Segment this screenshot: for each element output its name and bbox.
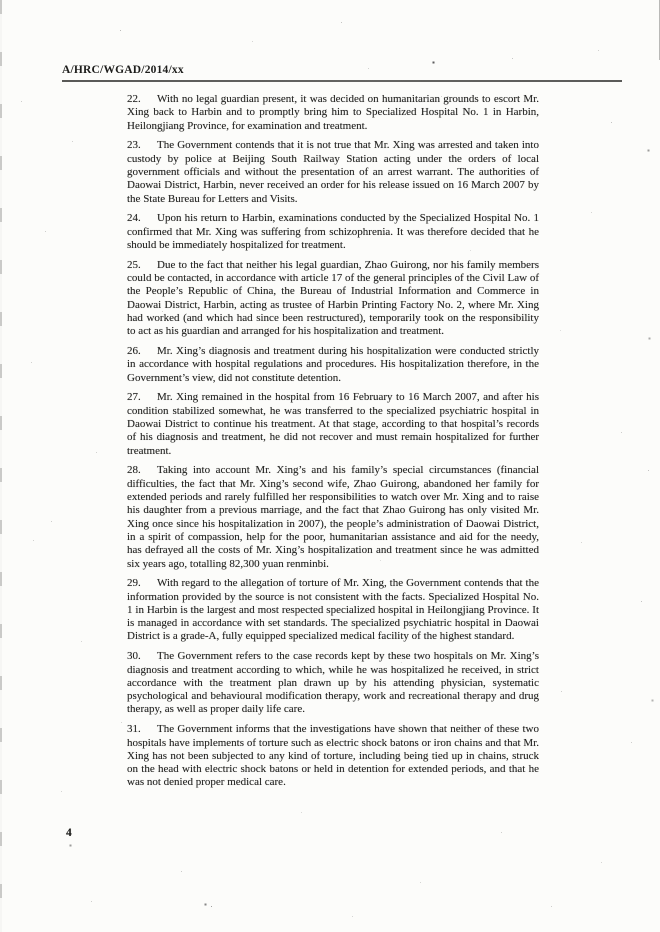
document-header [62,64,622,82]
paragraph-24 [127,212,539,252]
paragraph-30 [127,650,539,716]
paragraph-31 [127,723,539,789]
paragraph-26 [127,345,539,385]
paragraph-number: 30. [127,650,141,663]
paragraph-28 [127,464,539,570]
paragraph-text: Taking into account Mr. Xing’s and his family’s special circumstances (financial difficulties, the fact that Mr. Xing’s second wife, Zhao Guirong, abandoned her family for extended periods and rarely fulfilled her responsibilities to watch over Mr. Xing and to raise his daughter from a previous marriage, and the fact that Zhao Guirong has only visited Mr. Xing once since his hospitalization in 2007), the people’s administration of Daowai District, in a spirit of compassion, help for the poor, humanitarian assistance and aid for the needy, has defrayed all the costs of Mr. Xing’s hospitalization and treatment since he was admitted six years ago, totalling 82,300 yuan renminbi. [127,464,539,570]
paragraph-22 [127,93,539,133]
paragraph-number: 25. [127,258,141,271]
paragraph-number: 26. [127,345,141,358]
paragraph-number: 23. [127,139,141,152]
paragraph-text: With regard to the allegation of torture of Mr. Xing, the Government contends that the information provided by the source is not consistent with the facts. Specialized Hospital No. 1 in Harbin is the largest and most respected specialized hospital in Heilongjiang Province. It is managed in accordance with set standards. The specialized psychiatric hospital in Daowai District is a grade-A, fully equipped specialized medical facility of the highest standard. [127,577,539,643]
paragraph-25 [127,259,539,339]
paragraph-text: Mr. Xing remained in the hospital from 16 February to 16 March 2007, and after his condition stabilized somewhat, he was transferred to the specialized psychiatric hospital in Daowai District to continue his treatment. At that stage, according to that hospital’s records of his diagnosis and treatment, he did not recover and must remain hospitalized for further treatment. [127,391,539,457]
paragraph-23 [127,139,539,205]
paragraph-27 [127,391,539,457]
paragraph-number: 31. [127,723,141,736]
paragraph-text: Mr. Xing’s diagnosis and treatment during his hospitalization were conducted strictly in accordance with hospital regulations and procedures. His hospitalization therefore, in the Government’s view, did not constitute detention. [127,345,539,384]
paragraph-text: Due to the fact that neither his legal guardian, Zhao Guirong, nor his family members could be contacted, in accordance with article 17 of the general principles of the Civil Law of the People’s Republic of China, the Bureau of Industrial Information and Commerce in Daowai District, Harbin, acting as trustee of Harbin Printing Factory No. 2, where Mr. Xing had worked (and which had since been restructured), temporarily took on the responsibility to act as his guardian and arranged for his hospitalization and treatment. [127,258,539,338]
header-rule [62,80,622,82]
page-number: 4 [66,827,72,839]
paragraph-number: 28. [127,464,141,477]
paragraph-text: The Government informs that the investigations have shown that neither of these two hospitals have implements of torture such as electric shock batons or iron chains and that Mr. Xing has not been subjected to any kind of torture, including being tied up in chains, struck on the head with electric shock batons or held in detention for extended periods, and that he was not denied proper medical care. [127,723,539,789]
document-body [127,93,539,796]
paragraph-text: Upon his return to Harbin, examinations conducted by the Specialized Hospital No. 1 confirmed that Mr. Xing was suffering from schizophrenia. It was therefore decided that he should be immediately hospitalized for treatment. [127,212,539,251]
paragraph-text: With no legal guardian present, it was decided on humanitarian grounds to escort Mr. Xing back to Harbin and to promptly bring him to Specialized Hospital No. 1 in Harbin, Heilongjiang Province, for examination and treatment. [127,93,539,132]
paragraph-number: 29. [127,577,141,590]
scan-edge-artifact-left [0,0,2,932]
paragraph-text: The Government contends that it is not true that Mr. Xing was arrested and taken into custody by police at Beijing South Railway Station acting under the orders of local government officials and without the presentation of an arrest warrant. The authorities of Daowai District, Harbin, never received an order for his release issued on 16 March 2007 by the State Bureau for Letters and Visits. [127,139,539,205]
paragraph-number: 27. [127,391,141,404]
paragraph-text: The Government refers to the case records kept by these two hospitals on Mr. Xing’s diagnosis and treatment according to which, while he was hospitalized he received, in strict accordance with the treatment plan drawn up by his attending physician, systematic psychological and behavioural modification therapy, work and recreational therapy and drug therapy, as well as proper daily life care. [127,650,539,716]
paragraph-29 [127,577,539,643]
document-symbol: A/HRC/WGAD/2014/xx [62,64,184,76]
paragraph-number: 24. [127,212,141,225]
paragraph-number: 22. [127,93,141,105]
